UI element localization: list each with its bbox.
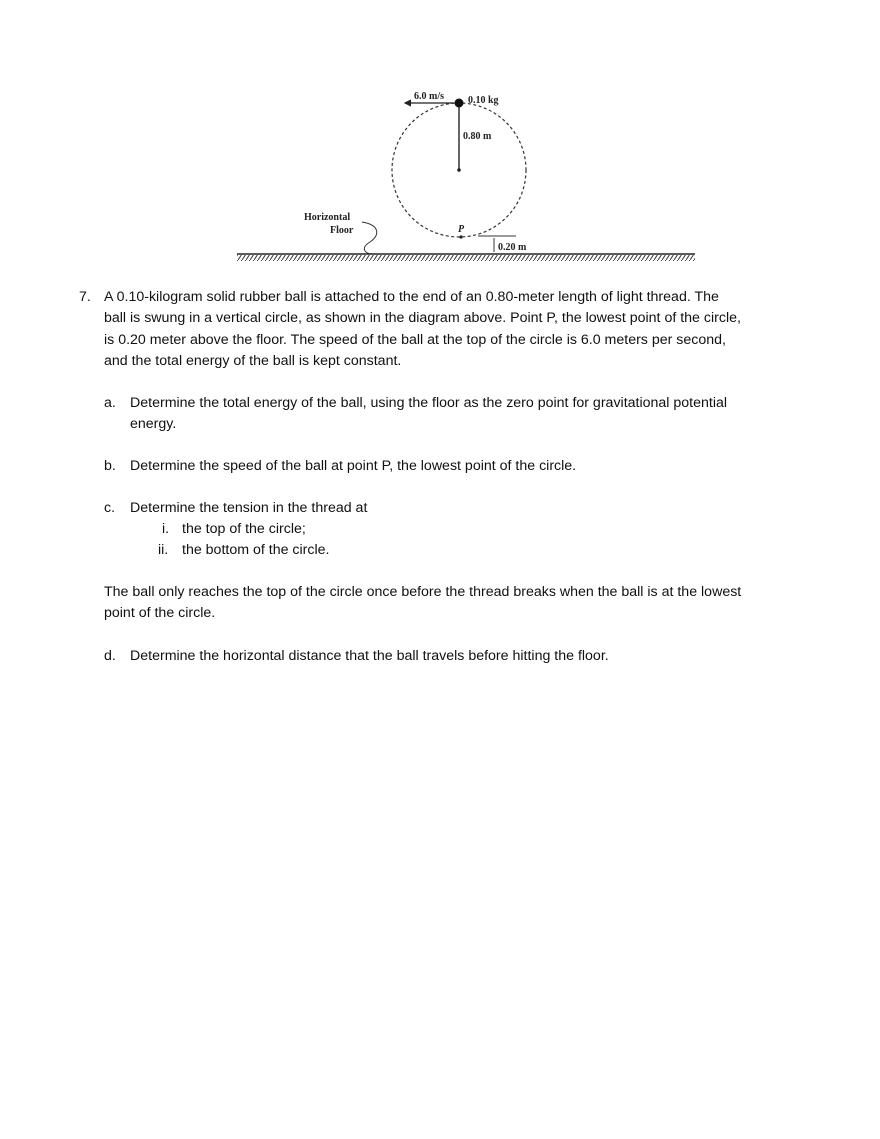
center-point [457,168,461,172]
part-c-text: Determine the tension in the thread at [130,500,368,516]
question-line-3: is 0.20 meter above the floor. The speed of the ball at the top of the circle is 6.0 meters per second, [104,332,726,348]
part-c-i-text: the top of the circle; [182,521,306,537]
height-label: 0.20 m [498,242,527,253]
part-d-marker: d. [104,648,116,664]
question-line-2: ball is swung in a vertical circle, as shown in the diagram above. Point P, the lowest point of the circle, [104,310,741,326]
mass-label: 0.10 kg [468,95,499,106]
part-d-text: Determine the horizontal distance that the ball travels before hitting the floor. [130,648,609,664]
question-number: 7. [79,289,91,305]
radius-label: 0.80 m [463,131,492,142]
question-line-1: A 0.10-kilogram solid rubber ball is attached to the end of an 0.80-meter length of light thread. The [104,289,719,305]
vertical-circle-diagram [230,80,710,270]
part-a-line1: Determine the total energy of the ball, using the floor as the zero point for gravitational potential [130,395,728,411]
part-a-marker: a. [104,395,116,411]
floor-hatching [237,255,695,261]
point-p-label: P [458,224,465,235]
part-a-line2: energy. [130,416,177,432]
interlude-line1: The ball only reaches the top of the circle once before the thread breaks when the ball is at the lowest [104,584,742,600]
floor-pointer [362,222,377,254]
part-c-ii-text: the bottom of the circle. [182,542,330,558]
question-line-4: and the total energy of the ball is kept constant. [104,353,402,369]
part-b-marker: b. [104,458,116,474]
interlude-line2: point of the circle. [104,605,216,621]
speed-label: 6.0 m/s [414,91,444,102]
point-p [459,235,462,238]
floor-label-line1: Horizontal [304,212,351,223]
ball [455,99,464,108]
part-b-text: Determine the speed of the ball at point P, the lowest point of the circle. [130,458,577,474]
part-c-ii-marker: ii. [158,542,169,558]
floor-label-line2: Floor [330,225,354,236]
part-c-marker: c. [104,500,116,516]
part-c-i-marker: i. [162,521,170,537]
